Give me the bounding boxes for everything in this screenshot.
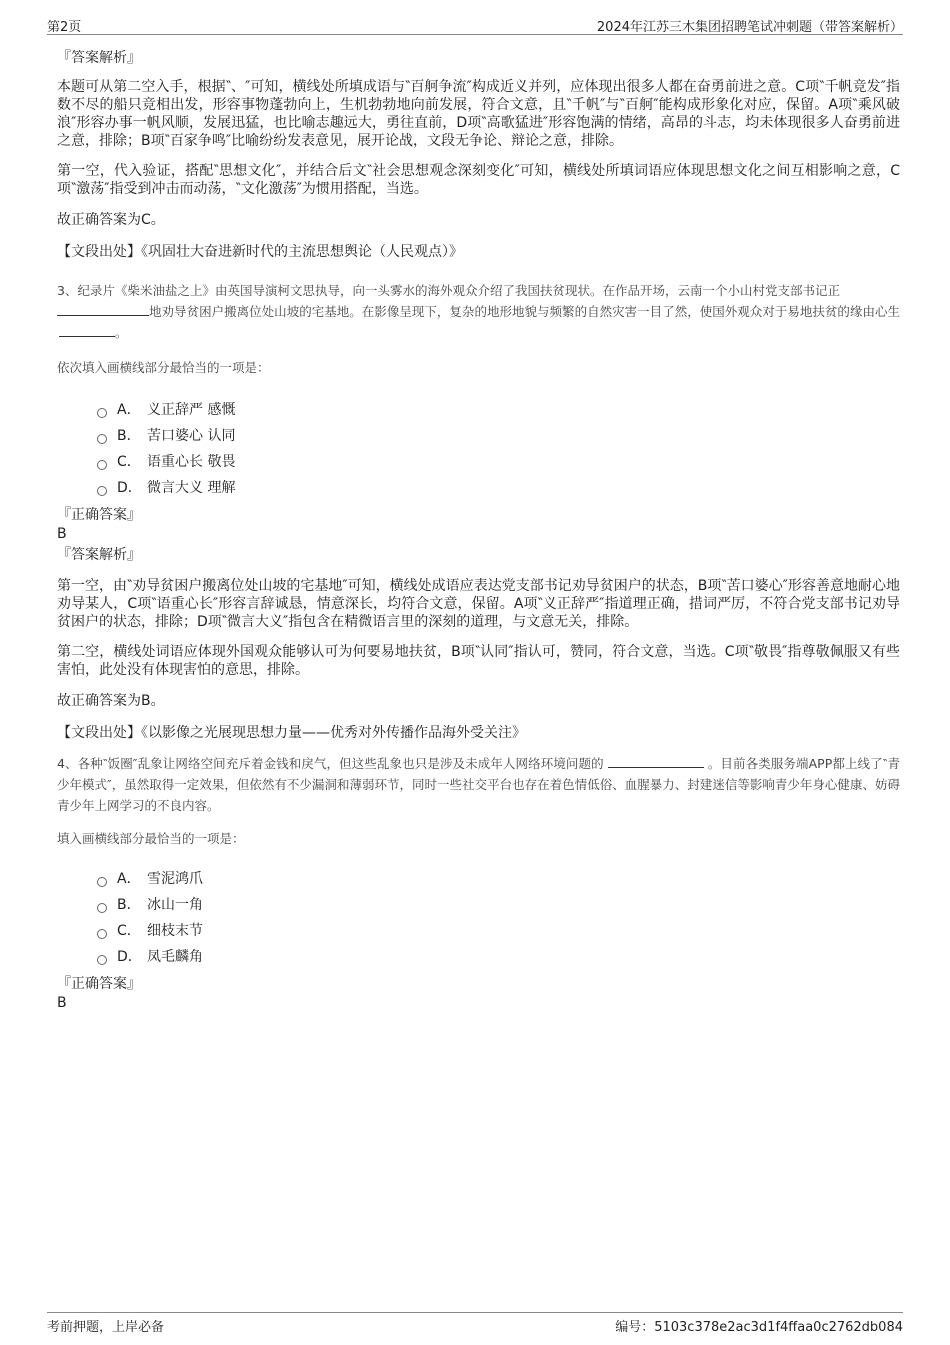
- q4-blank: [608, 755, 704, 768]
- page-header: [47, 14, 903, 35]
- page-footer: [47, 1312, 903, 1333]
- q3-conclusion: 故正确答案为B。: [57, 693, 165, 709]
- q3-question-text: [57, 280, 900, 343]
- q4-text-part-b: 。目前各类服务端APP都上线了‶青少年模式″，虽然取得一定效果，但依然有不少漏洞和薄弱环节，同时一些社交平台也存在着色情低俗、血腥暴力、封建迷信等影响青少年身心健康、妨碍青少年上网学习的不良内容。: [57, 756, 901, 813]
- radio-icon[interactable]: [97, 955, 107, 965]
- q3-options: [57, 397, 900, 501]
- q3-analysis-label: 『答案解析』: [57, 547, 141, 563]
- q4-option-a[interactable]: A． 雪泥鸿爪: [97, 866, 900, 892]
- q3-option-c[interactable]: C． 语重心长 敬畏: [97, 449, 900, 475]
- page-content: [57, 48, 900, 1012]
- q2-conclusion: 故正确答案为C。: [57, 212, 165, 228]
- q3-text-part-b: 地劝导贫困户搬离位处山坡的宅基地。在影像呈现下，复杂的地形地貌与频繁的自然灾害一目了然，使国外观众对于易地扶贫的缘由心生: [149, 304, 900, 319]
- q4-option-c[interactable]: C． 细枝末节: [97, 918, 900, 944]
- q3-answer: B: [57, 526, 67, 542]
- q2-analysis-paragraph-1: 本题可从第二空入手，根据‶、″可知，横线处所填成语与‶百舸争流″构成近义并列，应体现出很多人都在奋勇前进之意。C项‶千帆竞发″指数不尽的船只竞相出发，形容事物蓬勃向上，生机勃勃地向前发展，符合文意，且‶千帆″与‶百舸″能构成形象化对应，保留。A项‶乘风破浪″形容办事一帆风顺，发展迅猛，也比喻志趣远大，勇往直前，D项‶高歌猛进″形容饱满的情绪，高昂的斗志，均未体现很多人奋勇前进之意，排除；B项‶百家争鸣″比喻纷纷发表意见，展开论战，文段无争论、辩论之意，排除。: [57, 79, 900, 149]
- q4-question-text: [57, 753, 900, 816]
- q3-option-a[interactable]: A． 义正辞严 感慨: [97, 397, 900, 423]
- q3-text-part-a: 3、纪录片《柴米油盐之上》由英国导演柯文思执导，向一头雾水的海外观众介绍了我国扶贫现状。在作品开场，云南一个小山村党支部书记正: [57, 283, 840, 298]
- q3-answer-label: 『正确答案』: [57, 507, 141, 523]
- q4-answer: B: [57, 995, 67, 1011]
- q3-analysis-paragraph-1: 第一空，由‶劝导贫困户搬离位处山坡的宅基地″可知，横线处成语应表达党支部书记劝导贫困户的状态，B项‶苦口婆心″形容善意地耐心地劝导某人，C项‶语重心长″形容言辞诚恳，情意深长，均符合文意，保留。A项‶义正辞严″指道理正确，措词严厉，不符合党支部书记劝导贫困户的状态，排除；D项‶微言大义″指包含在精微语言里的深刻的道理，与文意无关，排除。: [57, 578, 900, 630]
- q2-analysis-label: 『答案解析』: [57, 50, 141, 66]
- radio-icon[interactable]: [97, 460, 107, 470]
- document-id: 编号：5103c378e2ac3d1f4ffaa0c2762db084: [615, 1320, 903, 1335]
- q3-prompt: 依次填入画横线部分最恰当的一项是：: [57, 360, 270, 375]
- radio-icon[interactable]: [97, 903, 107, 913]
- q4-answer-label: 『正确答案』: [57, 976, 141, 992]
- q3-analysis-paragraph-2: 第二空，横线处词语应体现外国观众能够认可为何要易地扶贫，B项‶认同″指认可，赞同，符合文意，当选。C项‶敬畏″指尊敬佩服又有些害怕，此处没有体现害怕的意思，排除。: [57, 644, 900, 678]
- q4-option-d[interactable]: D． 凤毛麟角: [97, 944, 900, 970]
- q2-source: 【文段出处】《巩固壮大奋进新时代的主流思想舆论（人民观点）》: [57, 244, 463, 260]
- q4-text-part-a: 4、各种‶饭圈″乱象让网络空间充斥着金钱和戾气，但这些乱象也只是涉及未成年人网络环境问题的: [57, 756, 604, 771]
- q4-options: [57, 866, 900, 970]
- radio-icon[interactable]: [97, 929, 107, 939]
- radio-icon[interactable]: [97, 408, 107, 418]
- q3-blank-2: [59, 324, 115, 337]
- q4-option-b[interactable]: B． 冰山一角: [97, 892, 900, 918]
- radio-icon[interactable]: [97, 486, 107, 496]
- q3-source: 【文段出处】《以影像之光展现思想力量——优秀对外传播作品海外受关注》: [57, 725, 526, 741]
- q3-blank-1: [57, 303, 149, 316]
- q2-analysis-paragraph-2: 第一空，代入验证，搭配‶思想文化″，并结合后文‶社会思想观念深刻变化″可知，横线处所填词语应体现思想文化之间互相影响之意，C项‶激荡″指受到冲击而动荡，‶文化激荡″为惯用搭配，当选。: [57, 163, 900, 197]
- radio-icon[interactable]: [97, 877, 107, 887]
- q3-text-end: 。: [115, 325, 128, 340]
- footer-slogan: 考前押题，上岸必备: [47, 1320, 165, 1335]
- q3-option-d[interactable]: D． 微言大义 理解: [97, 475, 900, 501]
- page-number: 第2页: [47, 20, 82, 35]
- q4-prompt: 填入画横线部分最恰当的一项是：: [57, 831, 245, 846]
- q3-option-b[interactable]: B． 苦口婆心 认同: [97, 423, 900, 449]
- radio-icon[interactable]: [97, 434, 107, 444]
- document-title: 2024年江苏三木集团招聘笔试冲刺题（带答案解析）: [596, 20, 903, 35]
